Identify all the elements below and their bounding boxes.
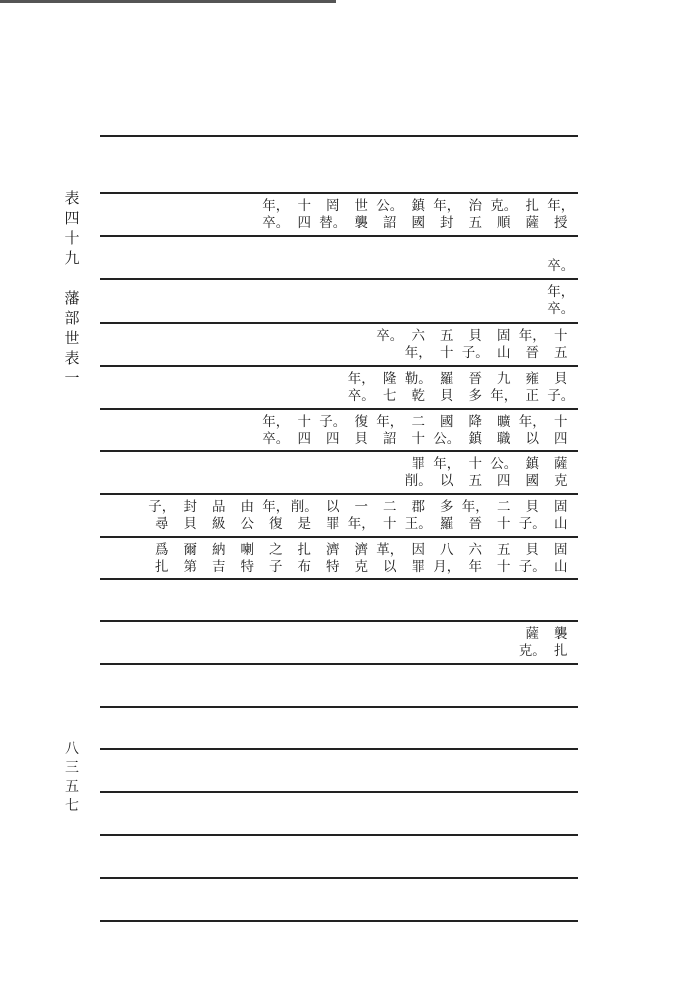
cell-text: 五 bbox=[468, 473, 482, 489]
table-cell bbox=[290, 542, 319, 576]
cell-text: 卒。 bbox=[376, 328, 404, 344]
table-cell bbox=[290, 414, 319, 448]
cell-text: 卒。 bbox=[262, 431, 290, 447]
cell-text: 固 bbox=[554, 499, 568, 515]
cell-text: 降 bbox=[468, 414, 482, 430]
table-cell bbox=[347, 414, 376, 448]
page-number-char: 七 bbox=[65, 798, 79, 814]
cell-text: 罪 bbox=[411, 456, 425, 472]
cell-text: 七 bbox=[383, 388, 397, 404]
cell-text: 布 bbox=[297, 559, 311, 575]
table-cell bbox=[461, 371, 490, 405]
table-cell bbox=[376, 542, 405, 576]
table-cell bbox=[233, 542, 262, 576]
table-cell bbox=[547, 456, 576, 490]
table-cell bbox=[547, 284, 576, 318]
cell-text: 削。 bbox=[404, 473, 432, 489]
table-cell bbox=[547, 328, 576, 362]
cell-text: 一 bbox=[354, 499, 368, 515]
cell-text: 貝 bbox=[468, 328, 482, 344]
cell-text: 子。 bbox=[518, 559, 546, 575]
table-cell bbox=[518, 371, 547, 405]
table-cell bbox=[347, 198, 376, 232]
row-rule bbox=[100, 578, 578, 580]
cell-text: 年 bbox=[468, 559, 482, 575]
table-cell bbox=[518, 414, 547, 448]
cell-text: 罪 bbox=[326, 516, 340, 532]
cell-text: 世 bbox=[354, 198, 368, 214]
table-cell bbox=[347, 371, 376, 405]
table-row bbox=[148, 499, 576, 533]
cell-text: 復 bbox=[354, 414, 368, 430]
table-cell bbox=[262, 499, 291, 533]
cell-text: 固 bbox=[497, 328, 511, 344]
row-rule bbox=[100, 135, 578, 137]
table-cell bbox=[233, 499, 262, 533]
cell-text: 八 bbox=[440, 542, 454, 558]
table-row bbox=[376, 328, 576, 362]
row-rule bbox=[100, 408, 578, 410]
cell-text: 吉 bbox=[212, 559, 226, 575]
cell-text: 年， bbox=[547, 284, 575, 300]
table-cell bbox=[547, 626, 576, 660]
cell-text: 以 bbox=[525, 431, 539, 447]
cell-text: 十 bbox=[440, 345, 454, 361]
cell-text: 削。 bbox=[290, 499, 318, 515]
cell-text: 替。 bbox=[319, 215, 347, 231]
row-rule bbox=[100, 706, 578, 708]
table-cell bbox=[461, 328, 490, 362]
table-cell bbox=[461, 542, 490, 576]
cell-text: 順 bbox=[497, 215, 511, 231]
table-cell bbox=[376, 414, 405, 448]
row-rule bbox=[100, 791, 578, 793]
cell-text: 五 bbox=[554, 345, 568, 361]
margin-title-char: 一 bbox=[64, 369, 80, 387]
table-cell bbox=[461, 456, 490, 490]
cell-text: 子 bbox=[269, 559, 283, 575]
cell-text: 年， bbox=[518, 328, 546, 344]
cell-text: 貝 bbox=[183, 516, 197, 532]
row-rule bbox=[100, 493, 578, 495]
margin-title-char: 九 bbox=[64, 249, 80, 267]
cell-text: 羅 bbox=[440, 371, 454, 387]
table-cell bbox=[376, 499, 405, 533]
table-cell bbox=[404, 198, 433, 232]
table-cell bbox=[319, 198, 348, 232]
cell-text: 國 bbox=[440, 414, 454, 430]
cell-text: 貝 bbox=[554, 371, 568, 387]
table-cell bbox=[205, 542, 234, 576]
table-cell bbox=[347, 499, 376, 533]
cell-text: 山 bbox=[497, 345, 511, 361]
table-cell bbox=[433, 499, 462, 533]
cell-text: 職 bbox=[497, 431, 511, 447]
cell-text: 雍 bbox=[525, 371, 539, 387]
cell-text: 貝 bbox=[440, 388, 454, 404]
margin-title-char: 十 bbox=[64, 229, 80, 247]
cell-text: 年， bbox=[433, 198, 461, 214]
table-row bbox=[148, 542, 576, 576]
cell-text: 鎮 bbox=[468, 431, 482, 447]
cell-text: 革， bbox=[376, 542, 404, 558]
cell-text: 四 bbox=[326, 431, 340, 447]
cell-text: 尋 bbox=[155, 516, 169, 532]
cell-text: 九 bbox=[497, 371, 511, 387]
cell-text: 六 bbox=[468, 542, 482, 558]
row-rule bbox=[100, 278, 578, 280]
cell-text bbox=[376, 345, 405, 362]
table-cell bbox=[461, 414, 490, 448]
cell-text: 扎 bbox=[155, 559, 169, 575]
cell-text: 年， bbox=[262, 198, 290, 214]
cell-text: 薩 bbox=[525, 215, 539, 231]
table-cell bbox=[547, 414, 576, 448]
cell-text bbox=[547, 241, 576, 258]
table-cell bbox=[148, 542, 177, 576]
table-cell bbox=[518, 499, 547, 533]
cell-text: 治 bbox=[468, 198, 482, 214]
cell-text: 勒。 bbox=[404, 371, 432, 387]
cell-text: 襲 bbox=[554, 626, 568, 642]
margin-title-char: 世 bbox=[64, 329, 80, 347]
table-cell bbox=[290, 499, 319, 533]
cell-text: 罔 bbox=[326, 198, 340, 214]
cell-text: 級 bbox=[212, 516, 226, 532]
cell-text: 封 bbox=[183, 499, 197, 515]
page-number-char: 三 bbox=[65, 760, 79, 776]
cell-text: 十 bbox=[411, 431, 425, 447]
margin-title-char: 表 bbox=[64, 349, 80, 367]
table-cell bbox=[376, 328, 405, 362]
cell-text: 公。 bbox=[376, 198, 404, 214]
cell-text: 扎 bbox=[554, 643, 568, 659]
cell-text: 四 bbox=[297, 215, 311, 231]
cell-text: 晉 bbox=[525, 345, 539, 361]
margin-title-char: 四 bbox=[64, 209, 80, 227]
table-cell bbox=[490, 328, 519, 362]
table-cell bbox=[376, 198, 405, 232]
row-rule bbox=[100, 536, 578, 538]
cell-text: 貝 bbox=[354, 431, 368, 447]
cell-text: 年， bbox=[262, 499, 290, 515]
cell-text: 薩 bbox=[525, 626, 539, 642]
table-cell bbox=[176, 499, 205, 533]
table-cell bbox=[262, 414, 291, 448]
table-cell bbox=[518, 328, 547, 362]
cell-text: 六 bbox=[411, 328, 425, 344]
table-row bbox=[347, 371, 575, 405]
row-rule bbox=[100, 192, 578, 194]
table-cell bbox=[319, 499, 348, 533]
cell-text: 公 bbox=[240, 516, 254, 532]
cell-text: 納 bbox=[212, 542, 226, 558]
table-cell bbox=[176, 542, 205, 576]
table-cell bbox=[262, 542, 291, 576]
cell-text: 以 bbox=[383, 559, 397, 575]
table-cell bbox=[404, 371, 433, 405]
cell-text: 以 bbox=[326, 499, 340, 515]
cell-text: 四 bbox=[297, 431, 311, 447]
cell-text: 隆 bbox=[383, 371, 397, 387]
cell-text: 國 bbox=[525, 473, 539, 489]
cell-text: 是 bbox=[297, 516, 311, 532]
cell-text: 年， bbox=[490, 388, 518, 404]
cell-text: 五 bbox=[440, 328, 454, 344]
table-cell bbox=[547, 542, 576, 576]
cell-text: 五 bbox=[497, 542, 511, 558]
cell-text: 十 bbox=[554, 414, 568, 430]
table-cell bbox=[490, 542, 519, 576]
cell-text: 鎮 bbox=[525, 456, 539, 472]
cell-text: 以 bbox=[440, 473, 454, 489]
cell-text: 由 bbox=[240, 499, 254, 515]
table-row bbox=[547, 241, 576, 275]
margin-title-gap bbox=[62, 268, 82, 288]
table-cell bbox=[262, 198, 291, 232]
cell-text: 多 bbox=[440, 499, 454, 515]
table-cell bbox=[547, 499, 576, 533]
cell-text: 年， bbox=[404, 345, 432, 361]
cell-text: 山 bbox=[554, 559, 568, 575]
cell-text: 多 bbox=[468, 388, 482, 404]
row-rule bbox=[100, 920, 578, 922]
cell-text: 特 bbox=[240, 559, 254, 575]
cell-text: 詔 bbox=[383, 215, 397, 231]
table-row bbox=[404, 456, 575, 490]
row-rule bbox=[100, 748, 578, 750]
cell-text: 襲 bbox=[354, 215, 368, 231]
cell-text: 乾 bbox=[411, 388, 425, 404]
cell-text: 年， bbox=[547, 198, 575, 214]
cell-text: 二 bbox=[383, 499, 397, 515]
page-number-char: 八 bbox=[65, 741, 79, 757]
table-row bbox=[547, 284, 576, 318]
margin-title-char: 表 bbox=[64, 189, 80, 207]
cell-text: 子， bbox=[148, 499, 176, 515]
table-cell bbox=[547, 241, 576, 275]
table-cell bbox=[490, 456, 519, 490]
cell-text: 固 bbox=[554, 542, 568, 558]
cell-text: 子。 bbox=[461, 345, 489, 361]
cell-text: 貝 bbox=[525, 499, 539, 515]
cell-text: 十 bbox=[383, 516, 397, 532]
table-cell bbox=[404, 542, 433, 576]
cell-text: 克 bbox=[554, 473, 568, 489]
cell-text: 曠 bbox=[497, 414, 511, 430]
table-cell bbox=[461, 499, 490, 533]
cell-text: 四 bbox=[554, 431, 568, 447]
cell-text: 十 bbox=[297, 198, 311, 214]
cell-text: 年， bbox=[518, 414, 546, 430]
cell-text: 特 bbox=[326, 559, 340, 575]
cell-text: 子。 bbox=[547, 388, 575, 404]
cell-text: 第 bbox=[183, 559, 197, 575]
cell-text: 卒。 bbox=[347, 388, 375, 404]
cell-text: 子。 bbox=[319, 414, 347, 430]
table-cell bbox=[347, 542, 376, 576]
cell-text: 五 bbox=[468, 215, 482, 231]
table-row bbox=[262, 198, 576, 232]
cell-text: 扎 bbox=[525, 198, 539, 214]
margin-title-char: 部 bbox=[64, 309, 80, 327]
row-rule bbox=[100, 834, 578, 836]
table-cell bbox=[547, 371, 576, 405]
cell-text: 十 bbox=[497, 559, 511, 575]
table-row bbox=[518, 626, 575, 660]
table-cell bbox=[547, 198, 576, 232]
cell-text: 授 bbox=[554, 215, 568, 231]
cell-text: 復 bbox=[269, 516, 283, 532]
page-number bbox=[62, 740, 82, 816]
cell-text: 晉 bbox=[468, 516, 482, 532]
table-cell bbox=[490, 414, 519, 448]
table-cell bbox=[290, 198, 319, 232]
table-cell bbox=[404, 456, 433, 490]
cell-text: 封 bbox=[440, 215, 454, 231]
table-cell bbox=[319, 414, 348, 448]
table-cell bbox=[518, 626, 547, 660]
cell-text: 爾 bbox=[183, 542, 197, 558]
table-cell bbox=[148, 499, 177, 533]
cell-text: 四 bbox=[497, 473, 511, 489]
cell-text: 克。 bbox=[518, 643, 546, 659]
cell-text: 年， bbox=[433, 456, 461, 472]
cell-text: 扎 bbox=[297, 542, 311, 558]
cell-text: 克。 bbox=[490, 198, 518, 214]
cell-text: 十 bbox=[468, 456, 482, 472]
table-cell bbox=[433, 371, 462, 405]
cell-text: 濟 bbox=[354, 542, 368, 558]
row-rule bbox=[100, 235, 578, 237]
cell-text: 王。 bbox=[404, 516, 432, 532]
row-rule bbox=[100, 365, 578, 367]
cell-text: 年， bbox=[376, 414, 404, 430]
cell-text: 爲 bbox=[155, 542, 169, 558]
cell-text: 年， bbox=[461, 499, 489, 515]
cell-text: 晉 bbox=[468, 371, 482, 387]
cell-text: 鎮 bbox=[411, 198, 425, 214]
table-cell bbox=[404, 414, 433, 448]
row-rule bbox=[100, 663, 578, 665]
cell-text: 喇 bbox=[240, 542, 254, 558]
table-cell bbox=[376, 371, 405, 405]
cell-text: 二 bbox=[411, 414, 425, 430]
cell-text: 十 bbox=[497, 516, 511, 532]
cell-text: 詔 bbox=[383, 431, 397, 447]
table-cell bbox=[518, 542, 547, 576]
table-row bbox=[262, 414, 576, 448]
cell-text: 羅 bbox=[440, 516, 454, 532]
page-number-char: 五 bbox=[65, 779, 79, 795]
table-cell bbox=[433, 414, 462, 448]
table-cell bbox=[518, 456, 547, 490]
cell-text: 濟 bbox=[326, 542, 340, 558]
row-rule bbox=[100, 620, 578, 622]
margin-title bbox=[62, 188, 82, 388]
cell-text: 薩 bbox=[554, 456, 568, 472]
cell-text: 公。 bbox=[490, 456, 518, 472]
table-cell bbox=[319, 542, 348, 576]
cell-text: 貝 bbox=[525, 542, 539, 558]
table-cell bbox=[404, 328, 433, 362]
cell-text: 正 bbox=[525, 388, 539, 404]
table-cell bbox=[433, 542, 462, 576]
cell-text: 品 bbox=[212, 499, 226, 515]
cell-text: 因 bbox=[411, 542, 425, 558]
cell-text: 卒。 bbox=[262, 215, 290, 231]
cell-text: 子。 bbox=[518, 516, 546, 532]
cell-text: 卒。 bbox=[547, 301, 575, 317]
row-rule bbox=[100, 450, 578, 452]
cell-text: 十 bbox=[554, 328, 568, 344]
cell-text: 克 bbox=[354, 559, 368, 575]
cell-text: 年， bbox=[347, 371, 375, 387]
table-cell bbox=[490, 499, 519, 533]
cell-text: 公。 bbox=[433, 431, 461, 447]
cell-text: 國 bbox=[411, 215, 425, 231]
cell-text: 年， bbox=[347, 516, 375, 532]
cell-text: 十 bbox=[297, 414, 311, 430]
table-cell bbox=[205, 499, 234, 533]
cell-text: 罪 bbox=[411, 559, 425, 575]
table-cell bbox=[490, 371, 519, 405]
cell-text: 月， bbox=[433, 559, 461, 575]
cell-text: 山 bbox=[554, 516, 568, 532]
cell-text: 之 bbox=[269, 542, 283, 558]
margin-title-char: 藩 bbox=[64, 289, 80, 307]
row-rule bbox=[100, 322, 578, 324]
table-cell bbox=[404, 499, 433, 533]
table-cell bbox=[461, 198, 490, 232]
table-cell bbox=[433, 198, 462, 232]
table-cell bbox=[433, 328, 462, 362]
cell-text: 年， bbox=[262, 414, 290, 430]
table-cell bbox=[433, 456, 462, 490]
table-cell bbox=[518, 198, 547, 232]
cell-text: 郡 bbox=[411, 499, 425, 515]
cell-text: 二 bbox=[497, 499, 511, 515]
table-cell bbox=[490, 198, 519, 232]
cell-text: 卒。 bbox=[547, 258, 575, 274]
row-rule bbox=[100, 877, 578, 879]
top-edge-line bbox=[0, 0, 336, 3]
